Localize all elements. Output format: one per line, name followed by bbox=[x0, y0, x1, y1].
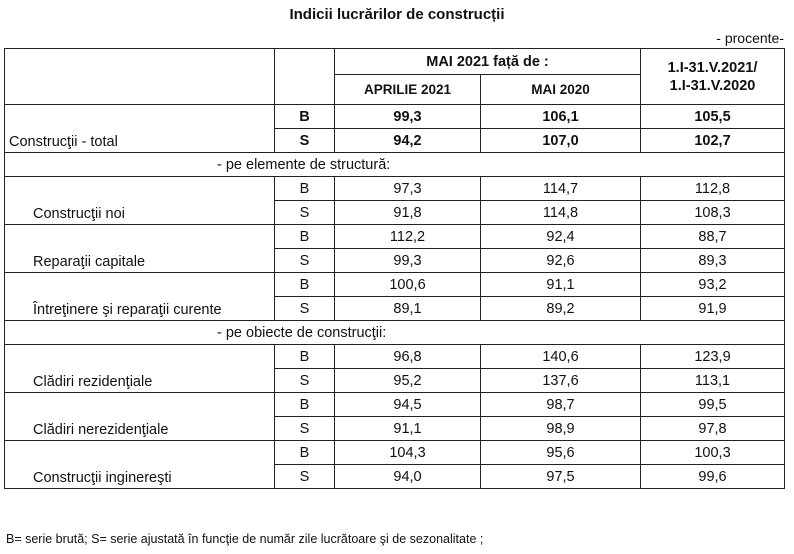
value-ytd: 88,7 bbox=[641, 225, 785, 249]
table-row bbox=[5, 393, 785, 417]
value-vs-may-2020: 98,7 bbox=[481, 393, 641, 417]
value-vs-may-2020: 98,9 bbox=[481, 417, 641, 441]
header-april-2021: APRILIE 2021 bbox=[335, 75, 481, 105]
value-vs-may-2020: 114,7 bbox=[481, 177, 641, 201]
value-vs-april-2021: 94,5 bbox=[335, 393, 481, 417]
table-row bbox=[5, 105, 785, 129]
value-vs-may-2020: 91,1 bbox=[481, 273, 641, 297]
value-ytd: 113,1 bbox=[641, 369, 785, 393]
table-row bbox=[5, 273, 785, 297]
section-structure-heading-row bbox=[5, 153, 785, 177]
value-vs-april-2021: 91,8 bbox=[335, 201, 481, 225]
value-ytd: 99,6 bbox=[641, 465, 785, 489]
value-ytd: 108,3 bbox=[641, 201, 785, 225]
section-objects-heading-row bbox=[5, 321, 785, 345]
value-ytd: 93,2 bbox=[641, 273, 785, 297]
value-vs-may-2020: 140,6 bbox=[481, 345, 641, 369]
footnote: B= serie brută; S= serie ajustată în funcţie de număr zile lucrătoare şi de sezonalitate ; bbox=[6, 532, 484, 546]
value-ytd: 97,8 bbox=[641, 417, 785, 441]
value-vs-april-2021: 95,2 bbox=[335, 369, 481, 393]
value-vs-april-2021: 94,2 bbox=[335, 129, 481, 153]
value-ytd: 100,3 bbox=[641, 441, 785, 465]
value-vs-may-2020: 89,2 bbox=[481, 297, 641, 321]
value-vs-april-2021: 112,2 bbox=[335, 225, 481, 249]
series-code: B bbox=[275, 345, 335, 369]
value-vs-may-2020: 137,6 bbox=[481, 369, 641, 393]
series-code: B bbox=[275, 105, 335, 129]
value-vs-april-2021: 91,1 bbox=[335, 417, 481, 441]
value-vs-april-2021: 94,0 bbox=[335, 465, 481, 489]
value-vs-april-2021: 89,1 bbox=[335, 297, 481, 321]
value-vs-may-2020: 92,6 bbox=[481, 249, 641, 273]
value-vs-april-2021: 99,3 bbox=[335, 105, 481, 129]
header-period-line2: 1.I-31.V.2020 bbox=[669, 77, 756, 94]
series-code: S bbox=[275, 369, 335, 393]
series-code: B bbox=[275, 273, 335, 297]
value-vs-may-2020: 107,0 bbox=[481, 129, 641, 153]
page-title: Indicii lucrărilor de construcții bbox=[289, 6, 505, 23]
row-label: Clădiri rezidenţiale bbox=[5, 345, 275, 393]
value-vs-may-2020: 106,1 bbox=[481, 105, 641, 129]
header-blank-series bbox=[275, 49, 335, 105]
value-vs-april-2021: 97,3 bbox=[335, 177, 481, 201]
row-label: Construcţii inginereşti bbox=[5, 441, 275, 489]
series-code: S bbox=[275, 129, 335, 153]
series-code: S bbox=[275, 249, 335, 273]
row-label: Construcţii noi bbox=[5, 177, 275, 225]
value-ytd: 123,9 bbox=[641, 345, 785, 369]
series-code: B bbox=[275, 177, 335, 201]
value-ytd: 99,5 bbox=[641, 393, 785, 417]
value-vs-april-2021: 104,3 bbox=[335, 441, 481, 465]
header-blank-label bbox=[5, 49, 275, 105]
table-row bbox=[5, 177, 785, 201]
unit-label: - procente- bbox=[716, 30, 784, 46]
value-vs-may-2020: 114,8 bbox=[481, 201, 641, 225]
row-label: Clădiri nerezidenţiale bbox=[5, 393, 275, 441]
value-ytd: 102,7 bbox=[641, 129, 785, 153]
value-vs-may-2020: 95,6 bbox=[481, 441, 641, 465]
header-period bbox=[641, 49, 785, 105]
row-label: Construcţii - total bbox=[5, 105, 275, 153]
section-structure-heading: - pe elemente de structură: bbox=[5, 153, 785, 177]
value-vs-april-2021: 99,3 bbox=[335, 249, 481, 273]
series-code: S bbox=[275, 417, 335, 441]
header-may-2020: MAI 2020 bbox=[481, 75, 641, 105]
table-row bbox=[5, 225, 785, 249]
header-group: MAI 2021 față de : bbox=[335, 49, 641, 75]
value-ytd: 105,5 bbox=[641, 105, 785, 129]
series-code: B bbox=[275, 225, 335, 249]
header-period-line1: 1.I-31.V.2021/ bbox=[667, 59, 758, 76]
header-row-1 bbox=[5, 49, 785, 75]
value-ytd: 89,3 bbox=[641, 249, 785, 273]
value-vs-may-2020: 97,5 bbox=[481, 465, 641, 489]
value-vs-may-2020: 92,4 bbox=[481, 225, 641, 249]
value-ytd: 112,8 bbox=[641, 177, 785, 201]
series-code: S bbox=[275, 201, 335, 225]
section-objects-heading: - pe obiecte de construcţii: bbox=[5, 321, 785, 345]
row-label: Reparaţii capitale bbox=[5, 225, 275, 273]
value-vs-april-2021: 100,6 bbox=[335, 273, 481, 297]
series-code: B bbox=[275, 393, 335, 417]
value-ytd: 91,9 bbox=[641, 297, 785, 321]
series-code: S bbox=[275, 465, 335, 489]
table-row bbox=[5, 441, 785, 465]
indices-table bbox=[4, 48, 785, 489]
table-row bbox=[5, 345, 785, 369]
series-code: S bbox=[275, 297, 335, 321]
value-vs-april-2021: 96,8 bbox=[335, 345, 481, 369]
series-code: B bbox=[275, 441, 335, 465]
row-label: Întreţinere şi reparaţii curente bbox=[5, 273, 275, 321]
